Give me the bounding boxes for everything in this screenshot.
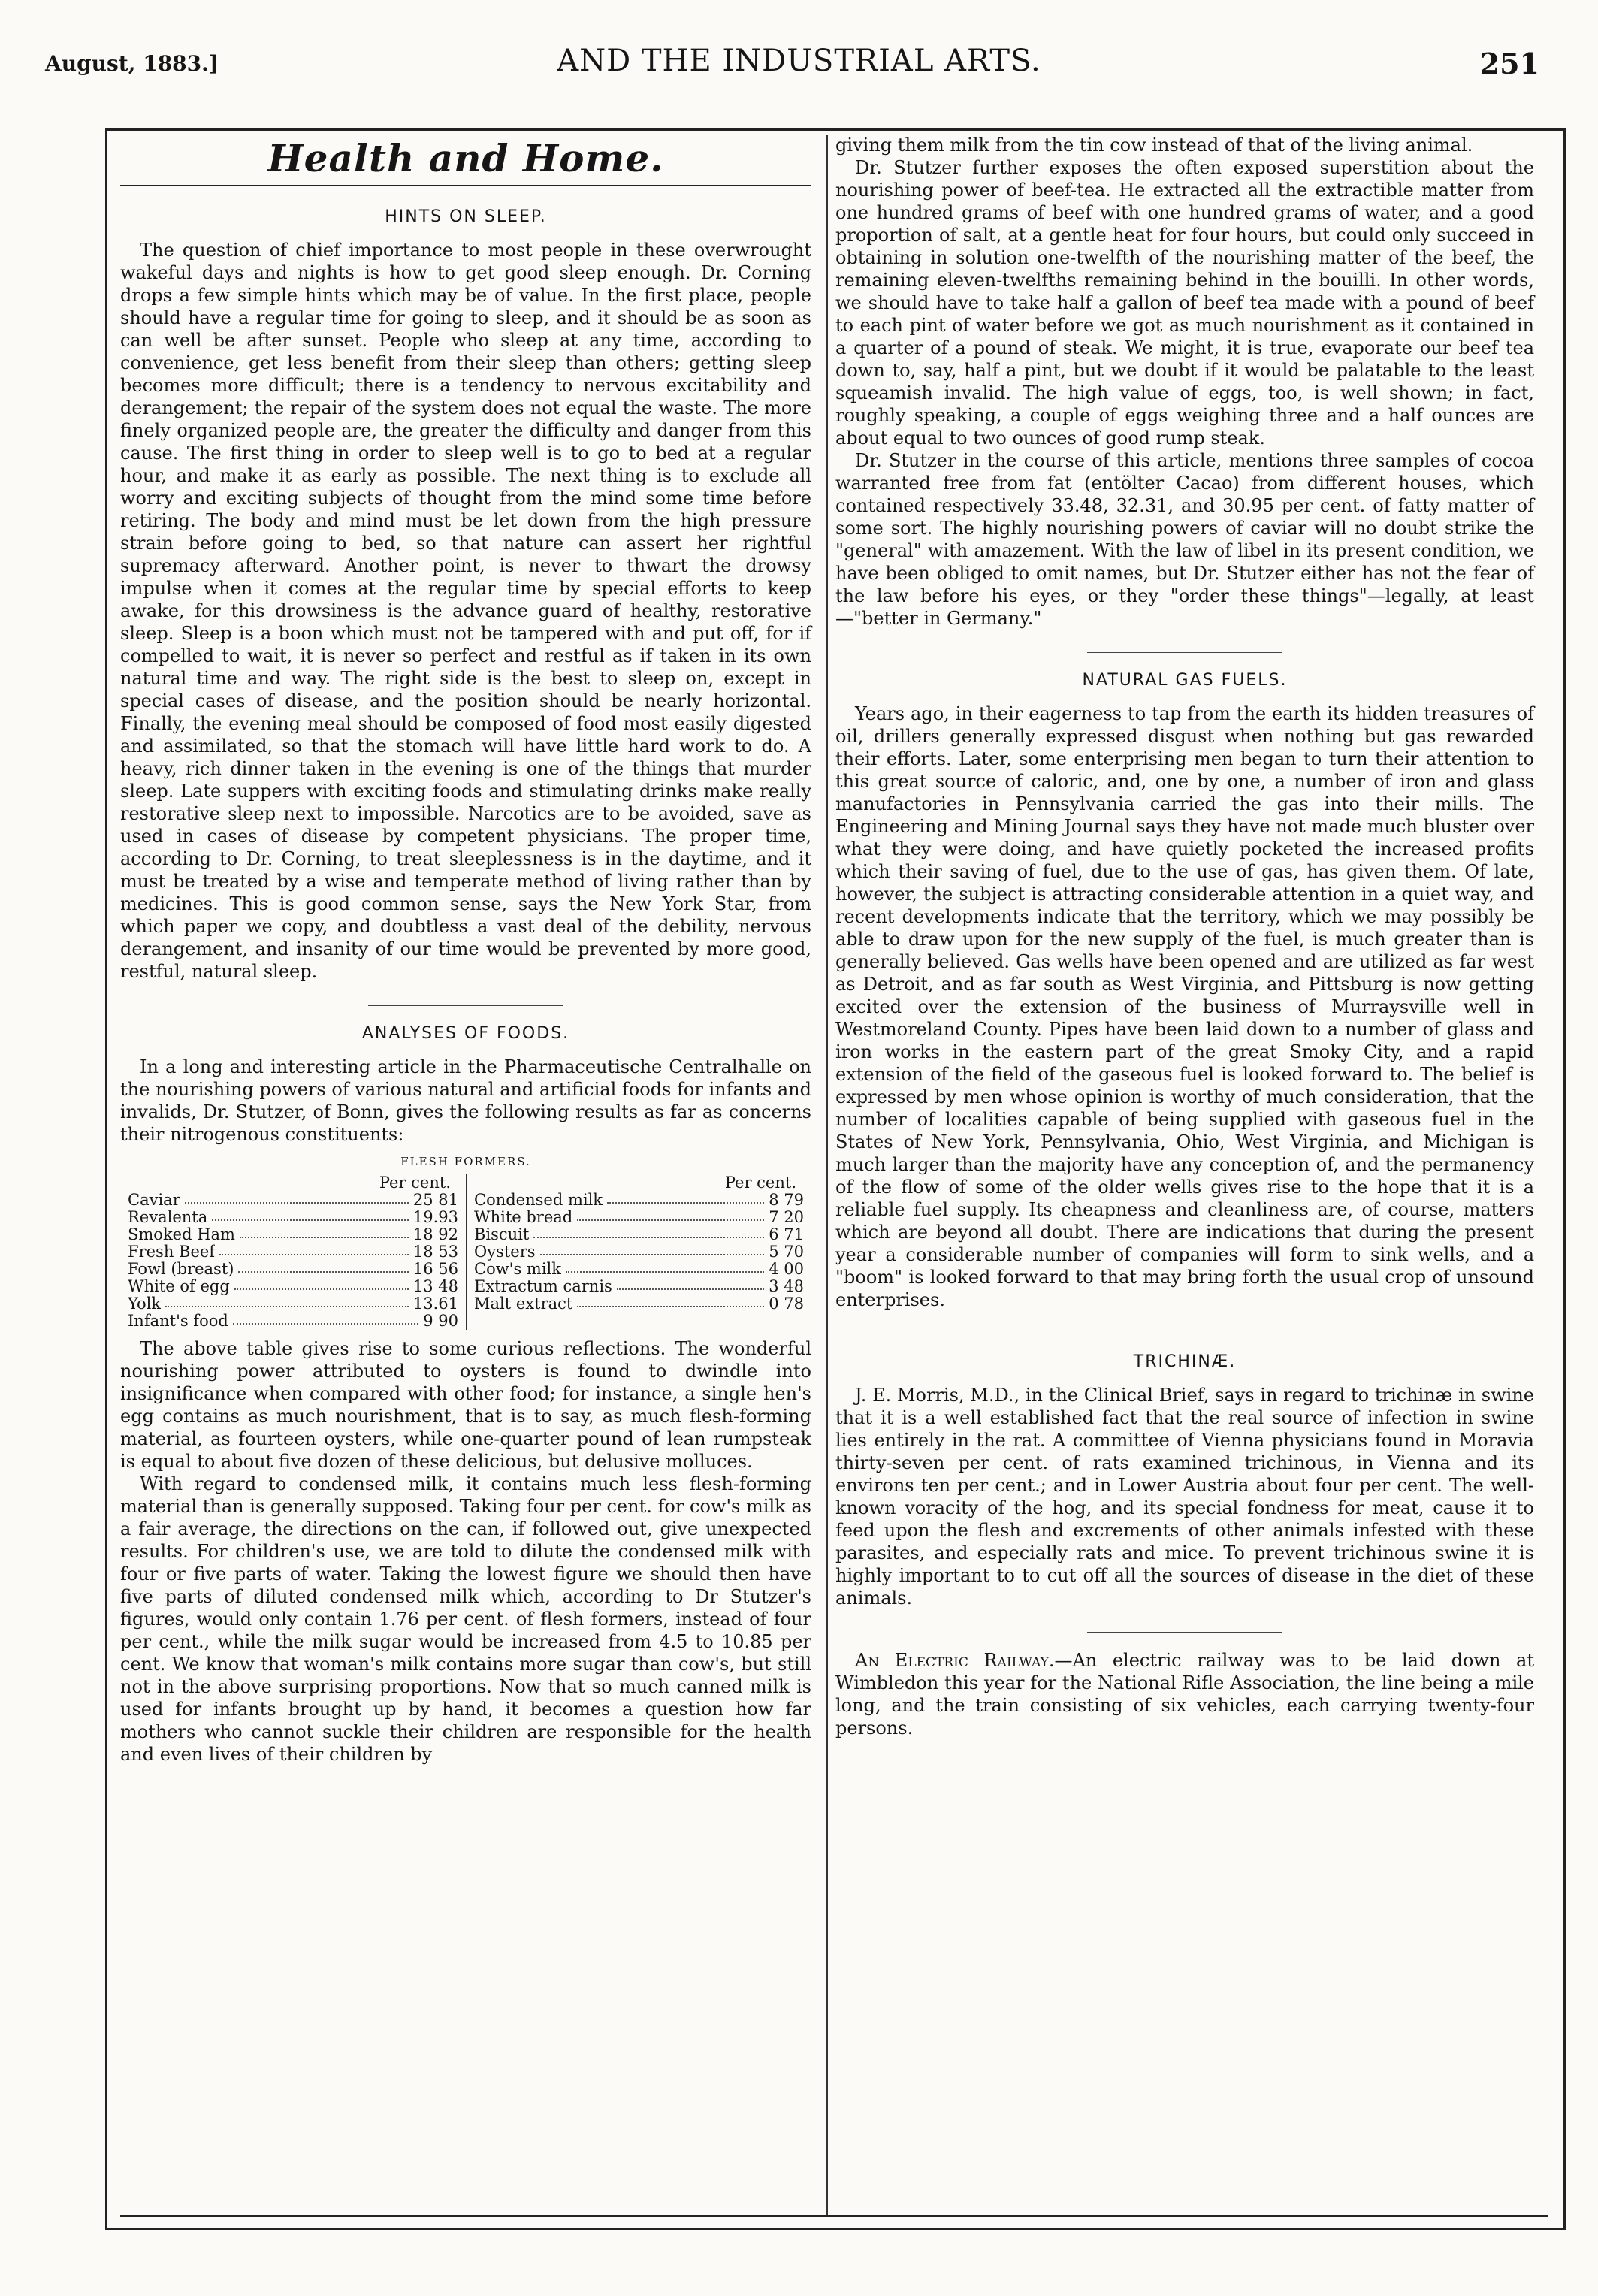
leader-dots <box>212 1209 409 1221</box>
food-name: Malt extract <box>474 1295 573 1313</box>
item-text: —An electric railway was to be laid down at Wimbledon this year for the National Rifle Association, the line being a mile long, and the train consisting of six vehicles, each carrying twenty-four persons. <box>835 1650 1534 1739</box>
leader-dots <box>617 1278 764 1290</box>
leader-dots <box>240 1226 409 1238</box>
food-name: Condensed milk <box>474 1192 603 1209</box>
food-name: White of egg <box>128 1278 230 1295</box>
food-name: Oysters <box>474 1243 536 1261</box>
bottom-divider <box>120 2215 1548 2217</box>
table-row <box>128 1261 458 1278</box>
percent-value: 19.93 <box>412 1208 458 1226</box>
article-title: HINTS ON SLEEP. <box>385 207 547 226</box>
article-separator <box>1087 652 1282 653</box>
table-column-right <box>466 1174 811 1330</box>
flesh-formers-table <box>120 1174 811 1330</box>
food-name: Fowl (breast) <box>128 1261 234 1278</box>
percent-value: 18 53 <box>412 1243 458 1261</box>
leader-dots <box>165 1295 409 1307</box>
page-number: 251 <box>1479 47 1539 80</box>
leader-dots <box>607 1192 764 1204</box>
column-divider <box>826 135 828 2216</box>
food-name: Cow's milk <box>474 1261 561 1278</box>
table-row <box>128 1192 458 1209</box>
article-trichinae <box>835 1351 1534 1609</box>
article-paragraph: The question of chief importance to most people in these overwrought wakeful days and nights is how to get good sleep enough. Dr. Corning drops a few simple hints which may be of value. In the first place, people should have a regular time for going to sleep, and it should be as soon as can well be after sunset. People who sleep at any time, according to convenience, get less benefit from their sleep than others; getting sleep becomes more difficult; there is a tendency to nervous excitability and derangement; the repair of the system does not equal the waste. The more finely organized people are, the greater the difficulty and danger from this cause. The first thing in order to sleep well is to go to bed at a regular hour, and make it as early as possible. The next thing is to exclude all worry and exciting subjects of thought from the mind some time before retiring. The body and mind must be let down from the high pressure strain before going to bed, so that nature can assert her rightful supremacy afterward. Another point, is never to thwart the drowsy impulse when it comes at the regular time by special efforts to keep awake, for this drowsiness is the advance guard of healthy, restorative sleep. Sleep is a boon which must not be tampered with and put off, for if compelled to wait, it is never so perfect and restful as if taken in its own natural time and way. The right side is the best to sleep on, except in special cases of disease, and the position should be nearly horizontal. Finally, the evening meal should be composed of food most easily digested and assimilated, so that the stomach will have little hard work to do. A heavy, rich dinner taken in the evening is one of the things that murder sleep. Late suppers with exciting foods and stimulating drinks make really restorative sleep next to impossible. Narcotics are to be avoided, save as used in cases of disease by competent physicians. The proper time, according to Dr. Corning, to treat sleeplessness is in the daytime, and it must be treated by a wise and temperate method of living rather than by medicines. This is good common sense, says the New York Star, from which paper we copy, and doubtless a vast deal of the debility, nervous derangement, and insanity of our time would be prevented by more good, restful, natural sleep. <box>120 240 811 982</box>
food-name: Fresh Beef <box>128 1243 216 1261</box>
table-row <box>474 1278 804 1295</box>
article-analyses-of-foods <box>120 1023 811 1766</box>
leader-dots <box>540 1243 765 1255</box>
table-row <box>474 1261 804 1278</box>
percent-value: 9 90 <box>423 1312 458 1330</box>
table-row <box>128 1209 458 1226</box>
article-paragraph: Dr. Stutzer in the course of this article, mentions three samples of cocoa warranted free from fat (entölter Cacao) from different houses, which contained respectively 33.48, 32.31, and 30.95 per cent. of fatty matter of some sort. The highly nourishing powers of caviar will no doubt strike the "general" with amazement. With the law of libel in its present condition, we have been obliged to omit names, but Dr. Stutzer either has not the fear of the law before his eyes, or they "order these things"—legally, at least—"better in Germany." <box>835 450 1534 629</box>
table-row <box>474 1226 804 1243</box>
table-row <box>474 1243 804 1261</box>
table-row <box>128 1295 458 1313</box>
table-row <box>474 1295 804 1313</box>
table-row <box>128 1313 458 1330</box>
percent-value: 13 48 <box>412 1277 458 1295</box>
article-paragraph: The above table gives rise to some curious reflections. The wonderful nourishing power attributed to oysters is found to dwindle into insignificance when compared with other food; for instance, a single hen's egg contains as much nourishment, that is to say, as much flesh-forming material, as fourteen oysters, while one-quarter pound of lean rumpsteak is equal to about five dozen of these delicious, but delusive molluces. <box>120 1338 811 1472</box>
leader-dots <box>566 1261 764 1273</box>
percent-value: 18 92 <box>412 1225 458 1243</box>
column-header: Per cent. <box>379 1174 451 1192</box>
article-separator <box>368 1005 563 1006</box>
running-header <box>0 44 1598 89</box>
percent-value: 0 78 <box>769 1295 804 1313</box>
column-header: Per cent. <box>724 1174 796 1192</box>
left-column <box>120 134 811 1766</box>
percent-value: 13.61 <box>412 1295 458 1313</box>
percent-value: 3 48 <box>769 1277 804 1295</box>
article-paragraph: J. E. Morris, M.D., in the Clinical Brief, says in regard to trichinæ in swine that it is a well established fact that the real source of infection in swine lies entirely in the rat. A committee of Vienna physicians found in Moravia thirty-seven per cent. of rats examined trichinous, in Vienna and its environs ten per cent.; and in Lower Austria about four per cent. The well-known voracity of the hog, and its special fondness for meat, cause it to feed upon the flesh and excrements of other animals infested with these parasites, and especially rats and mice. To prevent trichinous swine it is highly important to to cut off all the sources of disease in the diet of these animals. <box>835 1385 1534 1609</box>
section-masthead: Health and Home. <box>267 136 664 180</box>
table-row <box>474 1209 804 1226</box>
percent-value: 5 70 <box>769 1243 804 1261</box>
article-hints-on-sleep <box>120 206 811 983</box>
percent-value: 25 81 <box>412 1191 458 1209</box>
leader-dots <box>238 1261 408 1273</box>
leader-dots <box>533 1226 764 1238</box>
right-column <box>835 134 1534 1739</box>
leader-dots <box>234 1278 409 1290</box>
article-paragraph: Years ago, in their eagerness to tap from the earth its hidden treasures of oil, drillers generally expressed disgust when nothing but gas rewarded their efforts. Later, some enterprising men began to turn their attention to this great source of caloric, and, one by one, a number of iron and glass manufactories in Pennsylvania carried the gas into their mills. The Engineering and Mining Journal says they have not made much bluster over what they were doing, and have quietly pocketed the increased profits which their saving of fuel, due to the use of gas, has given them. Of late, however, the subject is attracting considerable attention in a quiet way, and recent developments indicate that the territory, which we may possibly be able to draw upon for the new supply of the fuel, is much greater than is generally believed. Gas wells have been opened and are utilized as far west as Detroit, and as far south as West Virginia, and Pittsburg is now getting excited over the extension of the business of Murraysville well in Westmoreland County. Pipes have been laid down to a number of glass and iron works in the eastern part of the great Smoky City, and a rapid extension of the field of the gaseous fuel is looked forward to. The belief is expressed by men whose opinion is worthy of much consideration, that the number of localities capable of being supplied with gaseous fuel in the States of New York, Pennsylvania, Ohio, West Virginia, and Michigan is much larger than the majority have any conception of, and the permanency of the flow of some of the older wells gives rise to the hope that it is a reliable fuel supply. Its cheapness and cleanliness are, of course, matters which are beyond all doubt. There are indications that during the present year a considerable number of companies will form to sink wells, and a "boom" is looked forward to that may bring forth the usual crop of unsound enterprises. <box>835 703 1534 1310</box>
food-name: Smoked Ham <box>128 1226 235 1243</box>
percent-value: 8 79 <box>769 1191 804 1209</box>
article-title: NATURAL GAS FUELS. <box>1082 671 1288 690</box>
article-separator <box>1087 1632 1282 1633</box>
article-title: TRICHINÆ. <box>1133 1352 1237 1371</box>
leader-dots <box>577 1209 764 1221</box>
article-electric-railway <box>835 1649 1534 1739</box>
table-row <box>128 1226 458 1243</box>
percent-value: 4 00 <box>769 1260 804 1278</box>
food-name: Caviar <box>128 1192 180 1209</box>
food-name: Biscuit <box>474 1226 530 1243</box>
leader-dots <box>219 1243 409 1255</box>
percent-value: 6 71 <box>769 1225 804 1243</box>
table-title: FLESH FORMERS. <box>400 1155 531 1168</box>
food-name: White bread <box>474 1209 573 1226</box>
article-title: ANALYSES OF FOODS. <box>361 1024 570 1043</box>
journal-title: AND THE INDUSTRIAL ARTS. <box>557 44 1041 78</box>
percent-value: 7 20 <box>769 1208 804 1226</box>
food-name: Revalenta <box>128 1209 208 1226</box>
table-row <box>128 1243 458 1261</box>
table-column-left <box>120 1174 466 1330</box>
article-analyses-continued <box>835 134 1534 630</box>
article-paragraph: Dr. Stutzer further exposes the often exposed superstition about the nourishing power of beef-tea. He extracted all the extractible matter from one hundred grams of beef with one hundred grams of water, and a good proportion of salt, at a gentle heat for four hours, but could only succeed in obtaining in solution one-twelfth of the nourishing matter of the beef, the remaining eleven-twelfths remaining behind in the bouilli. In other words, we should have to take half a gallon of beef tea made with a pound of beef to each pint of water before we got as much nourishment as it contained in a quarter of a pound of steak. We might, it is true, evaporate our beef tea down to, say, half a pint, but we doubt if it would be palatable to the least squeamish invalid. The high value of eggs, too, is well shown; in fact, roughly speaking, a couple of eggs weighing three and a half ounces are about equal to two ounces of good rump steak. <box>835 157 1534 449</box>
issue-date: August, 1883.] <box>45 51 219 76</box>
leader-dots <box>185 1192 409 1204</box>
article-paragraph: With regard to condensed milk, it contains much less flesh-forming material than is generally supposed. Taking four per cent. for cow's milk as a fair average, the directions on the can, if followed out, give unexpected results. For children's use, we are told to dilute the condensed milk with four or five parts of water. Taking the lowest figure we should then have five parts of diluted condensed milk which, according to Dr Stutzer's figures, would only contain 1.76 per cent. of flesh formers, instead of four per cent., while the milk sugar would be increased from 4.5 to 10.85 per cent. We know that woman's milk contains more sugar than cow's, but still not in the above surprising proportions. Now that so much canned milk is used for infants brought up by hand, it becomes a question how far mothers who cannot suckle their children are responsible for the health and even lives of their children by <box>120 1473 811 1765</box>
item-lead: An Electric Railway. <box>855 1650 1055 1671</box>
food-name: Yolk <box>128 1295 162 1313</box>
article-paragraph: In a long and interesting article in the Pharmaceutische Centralhalle on the nourishing powers of various natural and artificial foods for infants and invalids, Dr. Stutzer, of Bonn, gives the following results as far as concerns their nitrogenous constituents: <box>120 1056 811 1145</box>
food-name: Infant's food <box>128 1313 228 1330</box>
food-name: Extractum carnis <box>474 1278 612 1295</box>
table-row <box>128 1278 458 1295</box>
leader-dots <box>233 1313 418 1325</box>
article-natural-gas-fuels <box>835 669 1534 1311</box>
table-row <box>474 1192 804 1209</box>
article-paragraph: giving them milk from the tin cow instead of that of the living animal. <box>835 134 1473 156</box>
masthead-rule <box>120 185 811 189</box>
percent-value: 16 56 <box>412 1260 458 1278</box>
leader-dots <box>577 1295 764 1307</box>
